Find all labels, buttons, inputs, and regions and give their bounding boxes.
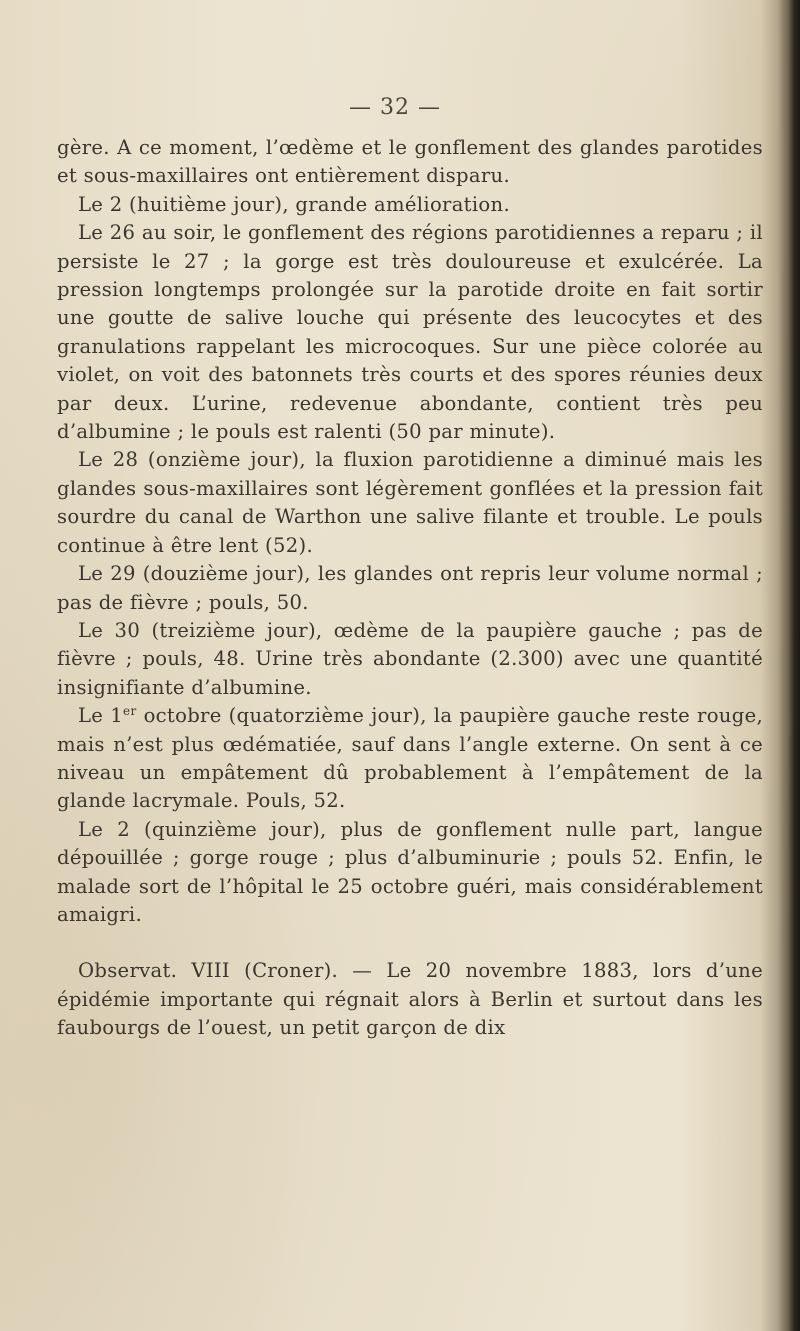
paragraph-day-30: Le 30 (treizième jour), œdème de la paupière gauche ; pas de fièvre ; pouls, 48. Urine très abondante (2.300) avec une quantité insignifiante d’albumine. [57, 618, 763, 699]
oct-prefix: Le 1 [78, 704, 124, 728]
page-number: — 32 — [349, 95, 441, 120]
observation-heading-paragraph: Observat. VIII (Croner). — Le 20 novembre 1883, lors d’une épidémie importante qui régnait alors à Berlin et surtout dans les faubourgs de l’ouest, un petit garçon de dix [57, 959, 763, 1040]
paragraph-continuation: gère. A ce moment, l’œdème et le gonflement des glandes parotides et sous-maxillaires ont entièrement disparu. [57, 136, 763, 188]
paragraph-day-2: Le 2 (huitième jour), grande amélioration. [78, 192, 510, 216]
page-binding-edge [778, 0, 800, 1331]
oct-superscript: er [123, 704, 137, 719]
paragraph-october-1 [57, 702, 763, 816]
paragraph-day-28: Le 28 (onzième jour), la fluxion parotidienne a diminué mais les glandes sous-maxillaires sont légèrement gonflées et la pression fait sourdre du canal de Warthon une salive filante et trouble. Le pouls continue à être lent (52). [57, 448, 763, 557]
body-text [57, 134, 763, 1043]
oct-rest: octobre (quatorzième jour), la paupière gauche reste rouge, mais n’est plus œdématiée, sauf dans l’angle externe. On sent à ce niveau un empâtement dû probablement à l’empâtement de la glande lacrymale. Pouls, 52. [57, 704, 763, 813]
paragraph-day-26: Le 26 au soir, le gonflement des régions parotidiennes a reparu ; il persiste le 27 ; la gorge est très douloureuse et exulcérée. La pression longtemps prolongée sur la parotide droite en fait sortir une goutte de salive louche qui présente des leucocytes et des granulations rappelant les microcoques. Sur une pièce colorée au violet, on voit des batonnets très courts et des spores réunies deux par deux. L’urine, redevenue abondante, contient très peu d’albumine ; le pouls est ralenti (50 par minute). [57, 221, 763, 444]
paragraph-october-2: Le 2 (quinzième jour), plus de gonflement nulle part, langue dépouillée ; gorge rouge ; plus d’albuminurie ; pouls 52. Enfin, le malade sort de l’hôpital le 25 octobre guéri, mais considérablement amaigri. [57, 817, 763, 926]
paragraph-gap [57, 929, 763, 957]
paragraph-day-29: Le 29 (douzième jour), les glandes ont repris leur volume normal ; pas de fièvre ; pouls, 50. [57, 562, 763, 614]
